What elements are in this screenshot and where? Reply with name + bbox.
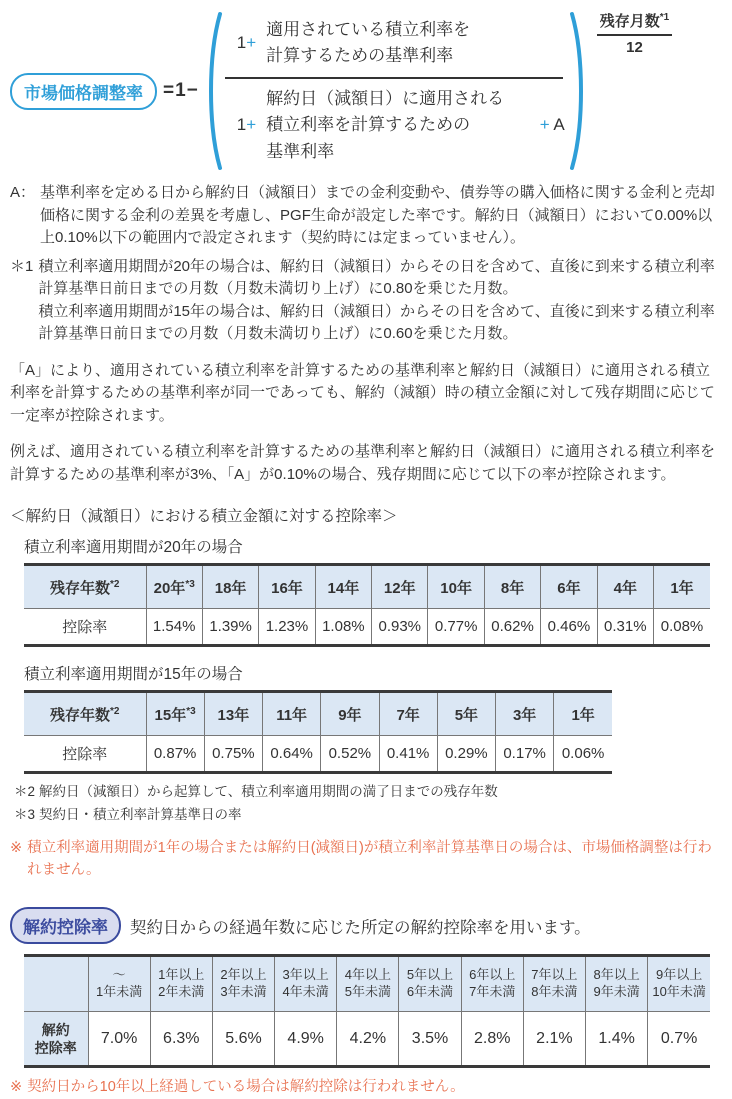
paragraph-example: 例えば、適用されている積立利率を計算するための基準利率と解約日（減額日）に適用される積立利率を計算するための基準利率が3%、「A」が0.10%の場合、残存期間に応じて以下の率が控除されます。 (10, 443, 716, 483)
value-cell: 0.64% (263, 736, 321, 773)
row-label-cell: 控除率 (24, 609, 146, 646)
value-cell: 2.1% (523, 1012, 585, 1067)
header-cell: 7年以上 8年未満 (523, 956, 585, 1012)
table-data-row (24, 1012, 710, 1067)
header-cell: 8年 (484, 565, 540, 609)
table-15y-caption: 積立利率適用期間が15年の場合 (24, 666, 243, 683)
header-cell: 6年以上 7年未満 (461, 956, 523, 1012)
value-cell: 6.3% (150, 1012, 212, 1067)
header-cell: 18年 (202, 565, 258, 609)
header-cell: 13年 (204, 692, 262, 736)
value-cell: 1.08% (315, 609, 371, 646)
value-cell: 5.6% (212, 1012, 274, 1067)
header-cell: 16年 (259, 565, 315, 609)
footnote-1 (10, 256, 720, 346)
value-cell: 0.87% (146, 736, 204, 773)
table-20y-caption: 積立利率適用期間が20年の場合 (24, 539, 243, 556)
footnote-1-prefix: ＊1 (10, 257, 34, 275)
header-cell: 5年以上 6年未満 (399, 956, 461, 1012)
footnote-3: ＊3 契約日・積立利率計算基準日の率 (14, 806, 242, 822)
header-cell: 10年 (428, 565, 484, 609)
surrender-deduction-header (10, 907, 720, 944)
surrender-deduction-rate-badge: 解約控除率 (10, 907, 121, 944)
value-cell: 0.41% (379, 736, 437, 773)
footnote-1-text: 積立利率適用期間が20年の場合は、解約日（減額日）からその日を含めて、直後に到来する積立利率計算基準日前日までの月数（月数未満切り上げ）に0.80を乗じた月数。 積立利率適用期間が15年の場合は、解約日（減額日）からその日を含めて、直後に到来する積立利率計算基準日前日までの月数（月数未満切り上げ）に0.60を乗じた月数。 (38, 257, 715, 342)
value-cell: 1.54% (146, 609, 202, 646)
fraction-bar (225, 77, 563, 79)
open-paren-icon (203, 10, 223, 172)
close-paren-icon (569, 10, 589, 172)
definition-a-prefix: A： (10, 184, 36, 201)
table-header-row (24, 565, 710, 609)
value-cell: 1.23% (259, 609, 315, 646)
surrender-lead-text: 契約日からの経過年数に応じた所定の解約控除率を用います。 (130, 918, 591, 937)
exponent-denominator: 12 (626, 39, 643, 56)
definition-a (10, 182, 720, 250)
header-cell: 5年 (437, 692, 495, 736)
value-cell: 0.46% (541, 609, 597, 646)
numerator-text: 適用されている積立利率を 計算するための基準利率 (266, 20, 471, 66)
denominator-text: 解約日（減額日）に適用される 積立利率を計算するための 基準利率 (266, 88, 505, 161)
deduction-table-15y (24, 690, 612, 774)
numerator-one-plus: 1+ (236, 33, 257, 53)
denominator-plus-a: + A (539, 115, 565, 135)
paragraph-a-effect: 「A」により、適用されている積立利率を計算するための基準利率と解約日（減額日）に適用される積立利率を計算するための基準利率が同一であっても、解約（減額）時の積立金額に対して残存期間に応じて一定率が控除されます。 (10, 361, 715, 424)
header-cell: 3年 (496, 692, 554, 736)
header-cell: 4年以上 5年未満 (337, 956, 399, 1012)
exponent-numerator: 残存月数$^{*1}$ (597, 10, 672, 36)
value-cell: 0.7% (648, 1012, 710, 1067)
formula-fraction (223, 17, 569, 165)
header-cell: 3年以上 4年未満 (275, 956, 337, 1012)
table-header-row (24, 692, 612, 736)
row-label-cell: 解約 控除率 (24, 1012, 88, 1067)
value-cell: 0.06% (554, 736, 612, 773)
table-data-row (24, 609, 710, 646)
value-cell: 0.77% (428, 609, 484, 646)
header-cell: 残存年数$^{*2}$ (24, 565, 146, 609)
value-cell: 0.75% (204, 736, 262, 773)
footnote-2: ＊2 解約日（減額日）から起算して、積立利率適用期間の満了日までの残存年数 (14, 784, 498, 799)
header-cell: 9年 (321, 692, 379, 736)
header-cell: 1年 (554, 692, 612, 736)
row-label-cell: 控除率 (24, 736, 146, 773)
header-cell: ～ 1年未満 (88, 956, 150, 1012)
table-header-row (24, 956, 710, 1012)
header-cell: 残存年数$^{*2}$ (24, 692, 146, 736)
deduction-rate-heading: ＜解約日（減額日）における積立金額に対する控除率＞ (10, 508, 398, 525)
denominator-one-plus: 1+ (236, 115, 257, 135)
value-cell: 2.8% (461, 1012, 523, 1067)
deduction-table-20y (24, 563, 710, 647)
value-cell: 0.17% (496, 736, 554, 773)
header-cell: 15年$^{*3}$ (146, 692, 204, 736)
header-cell: 7年 (379, 692, 437, 736)
fraction-denominator (223, 86, 569, 165)
header-cell: 9年以上 10年未満 (648, 956, 710, 1012)
value-cell: 1.39% (202, 609, 258, 646)
value-cell: 0.29% (437, 736, 495, 773)
table-data-row (24, 736, 612, 773)
header-cell: 6年 (541, 565, 597, 609)
corner-cell (24, 956, 88, 1012)
market-price-adjustment-rate-badge: 市場価格調整率 (10, 73, 157, 110)
header-cell: 1年以上 2年未満 (150, 956, 212, 1012)
market-price-warning: ※ 積立利率適用期間が1年の場合または解約日(減額日)が積立利率計算基準日の場合は、市場価格調整は行われません。 (10, 839, 712, 878)
value-cell: 0.31% (597, 609, 653, 646)
formula-exponent (597, 10, 672, 56)
value-cell: 1.4% (586, 1012, 648, 1067)
value-cell: 7.0% (88, 1012, 150, 1067)
definition-a-text: 基準利率を定める日から解約日（減額日）までの金利変動や、債券等の購入価格に関する金利と売却価格に関する金利の差異を考慮し、PGF生命が設定した率です。解約日（減額日）において0.00%以上0.10%以下の範囲内で設定されます（契約時には定まっていません）。 (40, 184, 715, 246)
value-cell: 3.5% (399, 1012, 461, 1067)
market-price-adjustment-formula (10, 10, 720, 172)
surrender-deduction-table (24, 954, 710, 1068)
header-cell: 12年 (372, 565, 428, 609)
value-cell: 0.52% (321, 736, 379, 773)
formula-equals-one-minus: =1− (163, 80, 199, 101)
header-cell: 20年$^{*3}$ (146, 565, 202, 609)
value-cell: 4.2% (337, 1012, 399, 1067)
value-cell: 0.08% (654, 609, 710, 646)
value-cell: 0.62% (484, 609, 540, 646)
header-cell: 11年 (263, 692, 321, 736)
header-cell: 4年 (597, 565, 653, 609)
value-cell: 0.93% (372, 609, 428, 646)
header-cell: 8年以上 9年未満 (586, 956, 648, 1012)
header-cell: 2年以上 3年未満 (212, 956, 274, 1012)
fraction-numerator (223, 17, 569, 70)
value-cell: 4.9% (275, 1012, 337, 1067)
header-cell: 1年 (654, 565, 710, 609)
surrender-warning: ※ 契約日から10年以上経過している場合は解約控除は行われません。 (10, 1079, 465, 1096)
header-cell: 14年 (315, 565, 371, 609)
